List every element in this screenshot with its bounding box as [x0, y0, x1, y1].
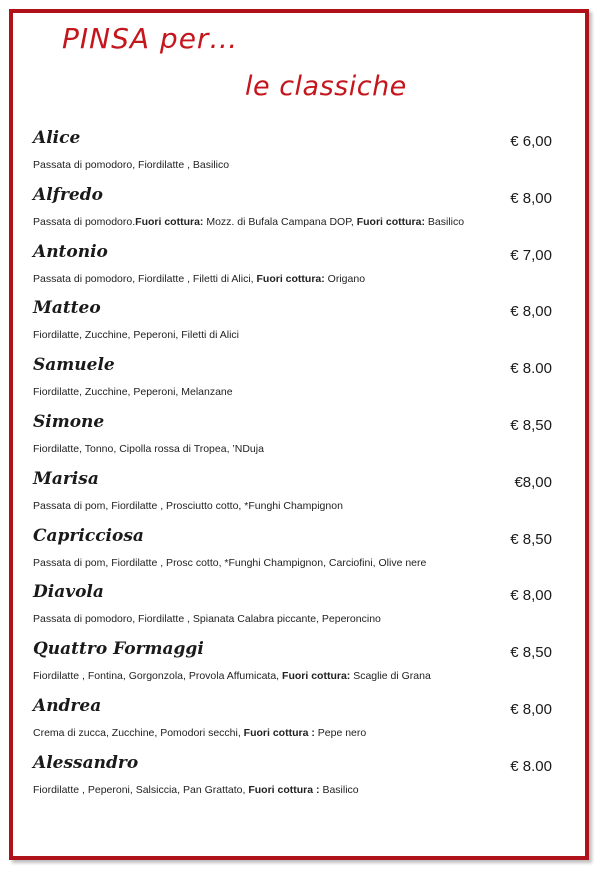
- menu-item-description: [33, 613, 381, 625]
- description-bold-note: Fuori cottura :: [248, 783, 320, 796]
- menu-item-price: € 8.00: [510, 757, 552, 775]
- menu-item-price: € 8,50: [510, 417, 552, 434]
- menu-item-description: [33, 500, 343, 512]
- description-text: Fiordilatte, Zucchine, Peperoni, Melanzane: [33, 386, 233, 399]
- menu-item-description: [33, 216, 464, 228]
- menu-item-name: Alfredo: [33, 184, 103, 205]
- description-text: Passata di pomodoro.: [33, 215, 136, 228]
- menu-item-name: Quattro Formaggi: [33, 639, 204, 660]
- menu-item-price: € 8,50: [510, 530, 552, 548]
- menu-item: [33, 298, 558, 355]
- menu-item-name: Samuele: [33, 355, 115, 376]
- menu-item-description: [33, 273, 365, 285]
- menu-item: [33, 639, 558, 696]
- description-text: Passata di pomodoro, Fiordilatte , Spianata Calabra piccante, Peperoncino: [33, 613, 381, 626]
- menu-item-price: € 8,00: [510, 189, 552, 207]
- description-text: Fiordilatte, Zucchine, Peperoni, Filetti di Alici: [33, 329, 240, 342]
- description-bold-note: Fuori cottura :: [243, 727, 315, 739]
- menu-item: [33, 355, 558, 412]
- menu-item-name: Antonio: [33, 241, 108, 262]
- menu-item-name: Matteo: [33, 298, 101, 319]
- description-text: Origano: [324, 272, 366, 285]
- menu-item-price: € 8,00: [510, 701, 552, 718]
- menu-title-line-1: PINSA per…: [62, 22, 239, 55]
- menu-item-name: Alessandro: [33, 752, 139, 773]
- menu-item-name: Diavola: [33, 582, 104, 603]
- description-text: Crema di zucca, Zucchine, Pomodori secchi,: [33, 727, 244, 739]
- menu-item-name: Simone: [33, 412, 105, 432]
- description-text: Passata di pomodoro, Fiordilatte , Basilico: [33, 159, 230, 171]
- description-text: Scaglie di Grana: [350, 670, 431, 683]
- menu-item-price: € 8,50: [510, 644, 552, 662]
- description-text: Basilico: [424, 215, 465, 228]
- description-text: Passata di pom, Fiordilatte , Prosciutto cotto, *Funghi Champignon: [33, 499, 343, 512]
- description-text: Fiordilatte, Tonno, Cipolla rossa di Tropea, ’NDuja: [33, 443, 264, 455]
- menu-item-price: € 8,00: [510, 303, 552, 321]
- menu-item: [33, 128, 558, 185]
- menu-item: [33, 185, 558, 242]
- menu-item-description: [33, 329, 239, 341]
- menu-item: [33, 469, 558, 526]
- menu-item-description: [33, 159, 229, 171]
- description-text: Passata di pom, Fiordilatte , Prosc cotto, *Funghi Champignon, Carciofini, Olive nere: [33, 556, 427, 569]
- menu-item-description: [33, 727, 366, 739]
- menu-item-description: [33, 784, 359, 796]
- menu-item-price: € 8.00: [510, 360, 552, 378]
- menu-item-description: [33, 386, 233, 398]
- menu-item-description: [33, 443, 264, 455]
- menu-item-name: Alice: [33, 128, 81, 148]
- menu-item-price: € 8,00: [510, 587, 552, 605]
- description-text: Basilico: [319, 783, 359, 796]
- menu-item-price: € 6,00: [510, 133, 552, 150]
- description-text: Fiordilatte , Fontina, Gorgonzola, Provola Affumicata,: [33, 670, 283, 683]
- menu-item: [33, 242, 558, 299]
- menu-item-price: €8,00: [514, 473, 552, 491]
- menu-item-description: [33, 557, 426, 569]
- menu-item: [33, 526, 558, 583]
- description-text: Passata di pomodoro, Fiordilatte , Filetti di Alici,: [33, 272, 257, 285]
- menu-item-price: € 7,00: [510, 246, 552, 264]
- description-bold-note: Fuori cottura:: [135, 215, 204, 228]
- description-text: Pepe nero: [314, 727, 367, 739]
- menu-title-line-2: le classiche: [245, 71, 407, 102]
- description-text: Mozz. di Bufala Campana DOP,: [203, 215, 357, 228]
- menu-item-name: Capricciosa: [33, 525, 144, 546]
- menu-item: [33, 412, 558, 469]
- description-text: Fiordilatte , Peperoni, Salsiccia, Pan Grattato,: [33, 783, 249, 796]
- menu-item-name: Marisa: [33, 468, 99, 489]
- menu-item-name: Andrea: [33, 696, 102, 716]
- menu-item-description: [33, 670, 431, 682]
- description-bold-note: Fuori cottura:: [256, 272, 325, 285]
- description-bold-note: Fuori cottura:: [356, 215, 425, 228]
- menu-item: [33, 582, 558, 639]
- menu-item: [33, 753, 558, 810]
- menu-item: [33, 696, 558, 753]
- description-bold-note: Fuori cottura:: [282, 670, 351, 683]
